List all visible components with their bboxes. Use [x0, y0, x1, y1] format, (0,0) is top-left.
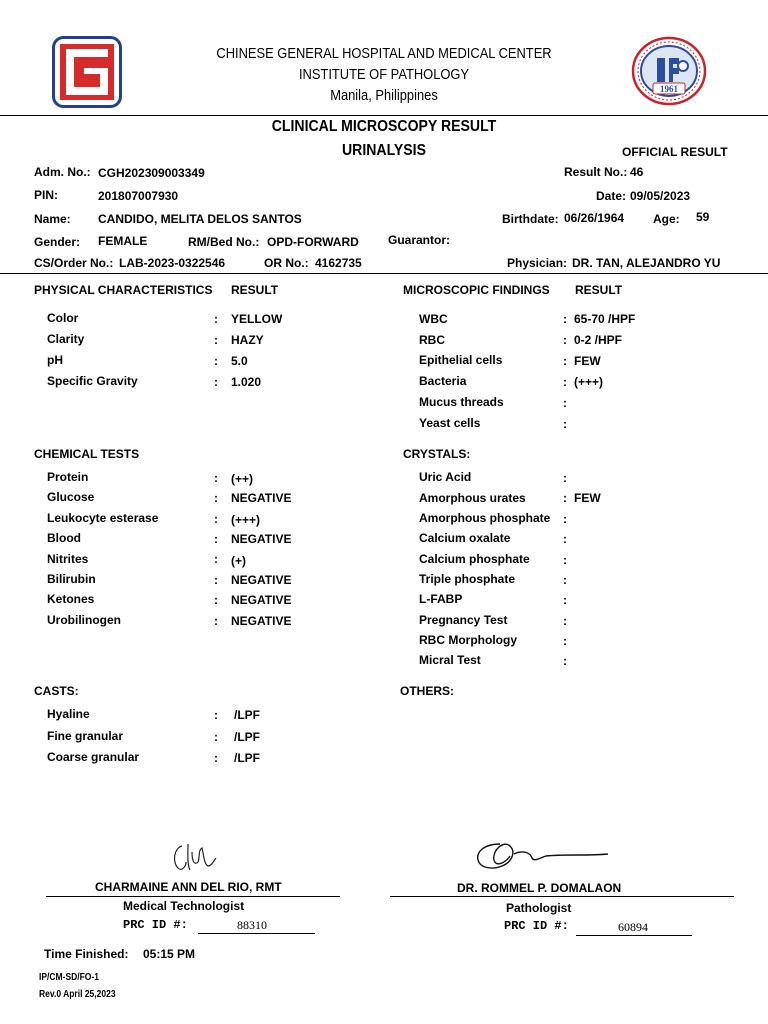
- test-value: FEW: [574, 354, 601, 368]
- test-label: Yeast cells: [419, 416, 481, 430]
- test-label: Bilirubin: [47, 572, 96, 586]
- test-value: NEGATIVE: [231, 593, 292, 607]
- pathologist-signature-line: [390, 896, 734, 897]
- or-no-value: 4162735: [315, 256, 362, 270]
- colon: :: [563, 512, 567, 526]
- test-label: RBC: [419, 333, 445, 347]
- physical-result-header: RESULT: [231, 283, 279, 297]
- test-label: Uric Acid: [419, 470, 472, 484]
- test-value: 5.0: [231, 354, 248, 368]
- others-header: OTHERS:: [400, 684, 454, 698]
- test-value: (+): [231, 554, 246, 568]
- name-label: Name:: [34, 212, 71, 226]
- medtech-name: CHARMAINE ANN DEL RIO, RMT: [95, 880, 282, 894]
- gender-value: FEMALE: [98, 234, 148, 248]
- colon: :: [563, 573, 567, 587]
- test-label: Blood: [47, 531, 81, 545]
- chemical-header: CHEMICAL TESTS: [34, 447, 140, 461]
- test-value: (++): [231, 472, 254, 486]
- colon: :: [563, 333, 567, 347]
- test-value: NEGATIVE: [231, 532, 292, 546]
- colon: :: [214, 375, 218, 389]
- cs-order-value: LAB-2023-0322546: [119, 256, 226, 270]
- colon: :: [563, 354, 567, 368]
- test-label: WBC: [419, 312, 448, 326]
- pathologist-title: Pathologist: [506, 901, 572, 915]
- microscopic-header: MICROSCOPIC FINDINGS: [403, 283, 550, 297]
- institute-name: INSTITUTE OF PATHOLOGY: [298, 66, 470, 83]
- colon: :: [563, 396, 567, 410]
- adm-no-label: Adm. No.:: [34, 165, 91, 179]
- colon: :: [214, 552, 218, 566]
- test-value: NEGATIVE: [231, 614, 292, 628]
- report-title: CLINICAL MICROSCOPY RESULT: [271, 118, 497, 135]
- physical-header: PHYSICAL CHARACTERISTICS: [34, 283, 213, 297]
- test-label: Epithelial cells: [419, 353, 503, 367]
- result-no-label: Result No.:: [564, 165, 628, 179]
- test-value: /LPF: [234, 708, 260, 722]
- colon: :: [214, 512, 218, 526]
- time-finished-label: Time Finished:: [44, 947, 129, 961]
- test-value: NEGATIVE: [231, 491, 292, 505]
- medtech-prc-label: PRC ID #:: [123, 918, 188, 932]
- test-label: Calcium phosphate: [419, 552, 530, 566]
- adm-no-value: CGH202309003349: [98, 166, 205, 180]
- medtech-title: Medical Technologist: [123, 899, 245, 913]
- colon: :: [214, 532, 218, 546]
- info-divider: [0, 273, 768, 274]
- test-label: Triple phosphate: [419, 572, 516, 586]
- test-label: Coarse granular: [47, 750, 140, 764]
- microscopic-result-header: RESULT: [575, 283, 623, 297]
- guarantor-label: Guarantor:: [388, 233, 451, 247]
- colon: :: [563, 654, 567, 668]
- colon: :: [214, 730, 218, 744]
- medtech-signature-line: [46, 896, 340, 897]
- age-value: 59: [696, 210, 710, 224]
- test-label: Amorphous phosphate: [419, 511, 551, 525]
- test-value: 65-70 /HPF: [574, 312, 636, 326]
- medtech-signature: [168, 838, 220, 878]
- crystals-header: CRYSTALS:: [403, 447, 471, 461]
- colon: :: [563, 491, 567, 505]
- test-label: pH: [47, 353, 63, 367]
- test-value: FEW: [574, 491, 601, 505]
- test-value: NEGATIVE: [231, 573, 292, 587]
- birthdate-label: Birthdate:: [502, 212, 559, 226]
- pathologist-name: DR. ROMMEL P. DOMALAON: [457, 881, 622, 895]
- medtech-prc-value: 88310: [237, 918, 267, 932]
- colon: :: [214, 614, 218, 628]
- colon: :: [214, 708, 218, 722]
- header-divider: [0, 115, 768, 116]
- test-label: Urobilinogen: [47, 613, 121, 627]
- test-label: Protein: [47, 470, 89, 484]
- test-value: /LPF: [234, 730, 260, 744]
- test-value: (+++): [231, 513, 261, 527]
- pin-value: 201807007930: [98, 189, 179, 203]
- test-value: (+++): [574, 375, 604, 389]
- gender-label: Gender:: [34, 235, 81, 249]
- test-value: HAZY: [231, 333, 264, 347]
- colon: :: [214, 471, 218, 485]
- colon: :: [214, 491, 218, 505]
- colon: :: [214, 573, 218, 587]
- test-label: Glucose: [47, 490, 95, 504]
- hospital-name: CHINESE GENERAL HOSPITAL AND MEDICAL CENTER: [216, 45, 552, 62]
- rmbed-value: OPD-FORWARD: [267, 235, 359, 249]
- test-label: Pregnancy Test: [419, 613, 508, 627]
- test-label: Ketones: [47, 592, 95, 606]
- report-subtitle: URINALYSIS: [342, 142, 426, 159]
- test-label: Mucus threads: [419, 395, 504, 409]
- test-label: Hyaline: [47, 707, 90, 721]
- date-value: 09/05/2023: [630, 189, 691, 203]
- test-label: Clarity: [47, 332, 85, 346]
- pathologist-prc-value: 60894: [618, 920, 648, 934]
- official-result-label: OFFICIAL RESULT: [622, 145, 728, 159]
- colon: :: [563, 614, 567, 628]
- colon: :: [563, 417, 567, 431]
- test-label: RBC Morphology: [419, 633, 517, 647]
- test-value: 1.020: [231, 375, 262, 389]
- birthdate-value: 06/26/1964: [564, 211, 625, 225]
- pathologist-signature: [470, 832, 610, 876]
- physician-label: Physician:: [507, 256, 568, 270]
- test-label: Leukocyte esterase: [47, 511, 159, 525]
- test-label: Amorphous urates: [419, 491, 526, 505]
- test-label: Specific Gravity: [47, 374, 138, 388]
- physician-value: DR. TAN, ALEJANDRO YU: [572, 256, 721, 270]
- colon: :: [214, 333, 218, 347]
- age-label: Age:: [653, 212, 680, 226]
- test-label: Fine granular: [47, 729, 124, 743]
- test-label: Nitrites: [47, 552, 89, 566]
- test-label: Micral Test: [419, 653, 481, 667]
- test-label: L-FABP: [419, 592, 463, 606]
- medtech-prc-underline: [198, 933, 315, 934]
- colon: :: [563, 375, 567, 389]
- pin-label: PIN:: [34, 188, 58, 202]
- time-finished-value: 05:15 PM: [143, 947, 196, 961]
- colon: :: [563, 553, 567, 567]
- colon: :: [214, 593, 218, 607]
- test-label: Calcium oxalate: [419, 531, 511, 545]
- test-value: 0-2 /HPF: [574, 333, 623, 347]
- pathologist-prc-underline: [576, 935, 692, 936]
- test-label: Color: [47, 311, 79, 325]
- institute-seal: [631, 36, 707, 106]
- patient-name: CANDIDO, MELITA DELOS SANTOS: [98, 212, 302, 226]
- result-no-value: 46: [630, 165, 644, 179]
- cs-order-label: CS/Order No.:: [34, 256, 114, 270]
- colon: :: [214, 354, 218, 368]
- colon: :: [563, 532, 567, 546]
- hospital-location: Manila, Philippines: [330, 87, 438, 104]
- colon: :: [563, 471, 567, 485]
- pathologist-prc-label: PRC ID #:: [504, 919, 569, 933]
- colon: :: [563, 593, 567, 607]
- date-label: Date:: [596, 189, 627, 203]
- test-value: YELLOW: [231, 312, 283, 326]
- seal-year: 1961: [660, 84, 678, 94]
- colon: :: [214, 312, 218, 326]
- test-label: Bacteria: [419, 374, 467, 388]
- casts-header: CASTS:: [34, 684, 79, 698]
- colon: :: [563, 634, 567, 648]
- or-no-label: OR No.:: [264, 256, 309, 270]
- test-value: /LPF: [234, 751, 260, 765]
- form-code: IP/CM-SD/FO-1: [39, 972, 99, 983]
- revision: Rev.0 April 25,2023: [39, 989, 116, 1000]
- rmbed-label: RM/Bed No.:: [188, 235, 260, 249]
- colon: :: [214, 751, 218, 765]
- colon: :: [563, 312, 567, 326]
